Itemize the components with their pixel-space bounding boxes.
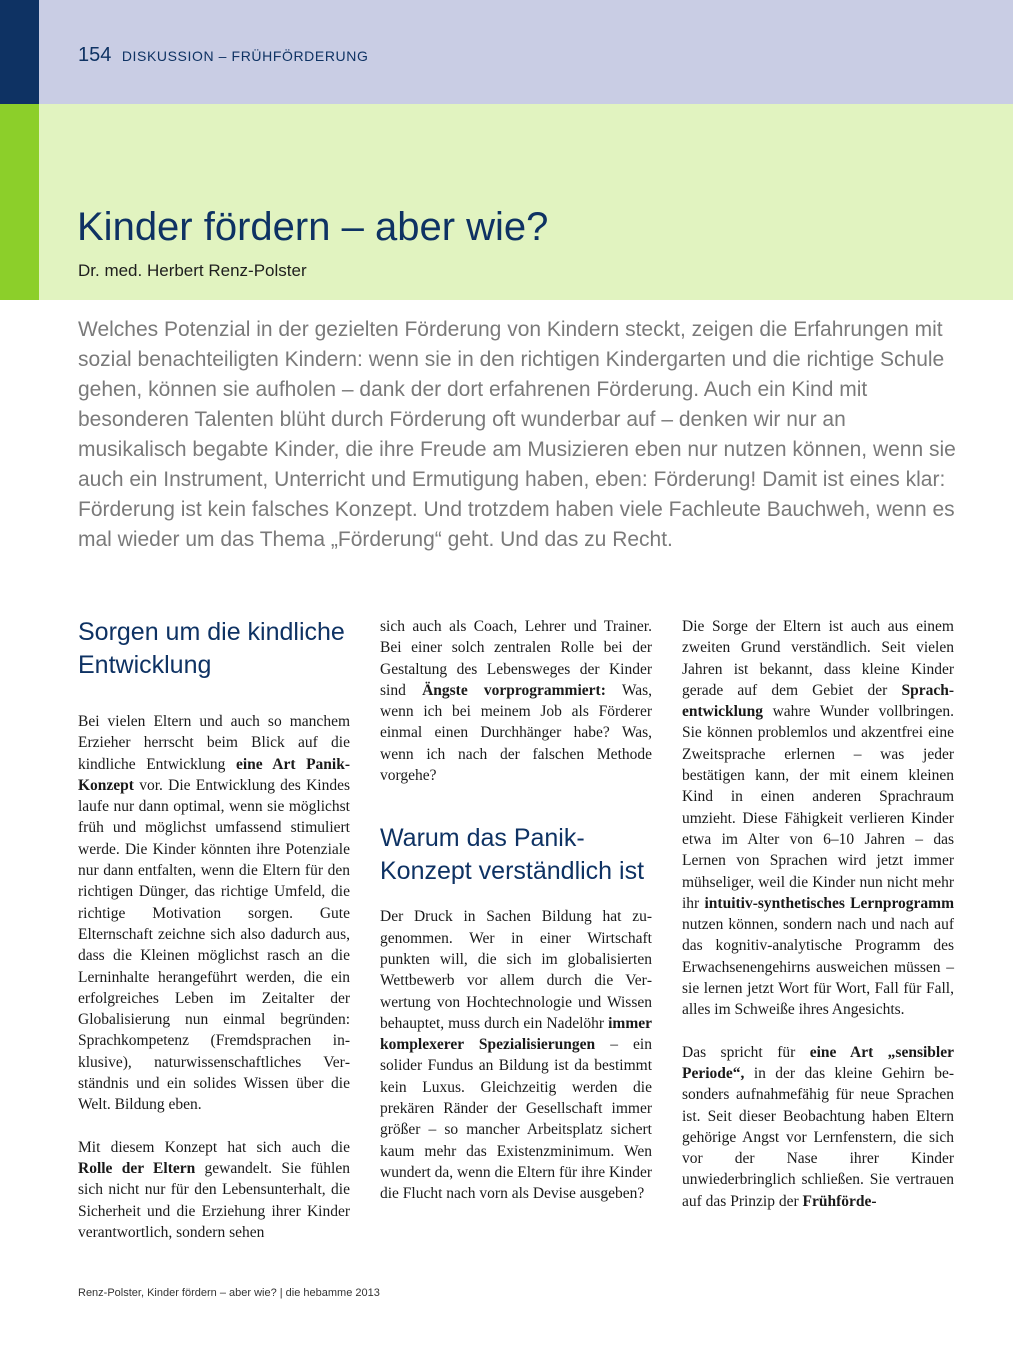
text-column-3	[682, 616, 954, 1212]
paragraph	[682, 1042, 954, 1212]
text-run: – ein solider Fundus an Bildung ist da bestimmt kein Luxus. Gleichzeitig werden die prekären Ränder der Gesellschaft immer größer – so mancher Arbeitsplatz sichert kaum mehr das Existenzminimum. Wen wundert da, wenn die Eltern für ihre Kinder die Flucht nach vorn als Devise ausgeben?	[380, 1036, 653, 1203]
title-accent-bar	[0, 104, 39, 300]
text-run: wahre Wunder vollbringen. Sie können problemlos und akzentfrei eine Zweitsprache erlernen – was jeder bestätigen kann, der mit einem kleinen Kind in einen anderen Sprachraum umzieht. Diese Fähigkeit verlieren Kinder etwa im Alter von 6–10 Jahren – das Lernen von Sprachen wird jetzt immer mühseliger, weil die Kinder nun nicht mehr ihr	[682, 703, 954, 912]
bold-term: Rolle der Eltern	[78, 1159, 196, 1177]
bold-term: Sprachentwicklung	[682, 681, 954, 721]
bold-term: immer komplexerer Spezialisierungen	[380, 1014, 652, 1054]
text-run: Bei vielen Eltern und auch so manchem Erzieher herrscht beim Blick auf die kindliche Entwicklung	[78, 713, 350, 773]
text-run: vor. Die Entwicklung des Kindes laufe nur dann optimal, wenn sie möglichst früh und möglichst umfassend stimuliert werde. Die Kinder könnten ihre Potenziale nur dann entfalten, wenn die Eltern für den richtigen Dünger, das richtige Umfeld, die richtige Motivation sorgen. Gute Elternschaft zeichne sich also dadurch aus, dass die Kleinen möglichst rasch an die Lerninhalte herangeführt werden, die ein erfolgreiches Leben im Zeitalter der Globalisierung nun einmal begründen: Sprachkompetenz (Fremdsprachen inklusive), naturwissenschaftliches Verständnis und ein solides Wissen über die Welt. Bildung eben.	[78, 776, 350, 1114]
article-title: Kinder fördern – aber wie?	[77, 205, 549, 249]
article-intro: Welches Potenzial in der gezielten Förderung von Kindern steckt, zeigen die Erfahrungen mit sozial benachteiligten Kindern: wenn sie in den richtigen Kindergarten und die richtige Schule gehen, können sie aufholen – dank der dort erfahrenen Förderung. Auch ein Kind mit besonderen Talenten blüht durch Förderung oft wunderbar auf – denken wir nur an musikalisch begabte Kinder, die ihre Freude am Musizieren eben nur nutzen können, wenn sie auch ein Instrument, Unterricht und Ermutigung haben, eben: Förderung! Damit ist eines klar: Förderung ist kein falsches Konzept. Und trotzdem haben viele Fachleute Bauchweh, wenn es mal wieder um das Thema „Förderung“ geht. Und das zu Recht.	[78, 318, 956, 551]
text-run: Mit diesem Konzept hat sich auch die	[78, 1138, 350, 1156]
article-author: Dr. med. Herbert Renz-Polster	[78, 261, 307, 280]
text-run: gewandelt. Sie fühlen sich nicht nur für den Lebensunterhalt, die Sicherheit und die Erziehung ihrer Kinder verantwortlich, sondern sehen	[78, 1159, 350, 1241]
bold-term: intuitiv-synthetisches Lernprogramm	[704, 894, 955, 912]
footer-citation: Renz-Polster, Kinder fördern – aber wie? | die hebamme 2013	[78, 1287, 380, 1299]
section-heading-panik-konzept: Warum das Panik-Konzept verständlich ist	[380, 824, 645, 886]
text-run: in der das kleine Gehirn besonders aufnahmefähig für neue Sprachen ist. Seit dieser Beobachtung haben Eltern gehörige Angst vor Lernfenstern, die sich vor der Nase ihrer Kinder unwiederbringlich schließen. Sie vertrauen auf das Prinzip der	[682, 1064, 954, 1210]
text-run: Der Druck in Sachen Bildung hat zugenommen. Wer in einer Wirtschaft punkten will, die sich im globalisierten Wettbewerb vor allem durch die Verwertung von Hochtechnologie und Wissen behauptet, muss durch ein Nadelöhr	[380, 908, 652, 1032]
bold-term: eine Art Panik-Konzept	[78, 755, 351, 794]
paragraph	[380, 906, 652, 1204]
header-accent-bar	[0, 0, 39, 104]
bold-term: eine Art „sensibler Periode“,	[682, 1043, 954, 1082]
section-heading-sorgen: Sorgen um die kindliche Entwicklung	[78, 618, 345, 679]
text-run: sich auch als Coach, Lehrer und Trainer. Bei einer solch zentralen Rolle bei der Gestaltung des Lebensweges der Kinder sind	[380, 618, 652, 699]
bold-term: Ängste vorprogrammiert:	[422, 681, 606, 699]
text-run: nutzen können, sondern nach und nach auf das kognitiv-analytische Programm des Erwachsenengehirns ausweichen müssen – sie lernen jetzt Wort für Wort, Fall für Fall, alles im Schweiße ihres Angesichts.	[682, 916, 954, 1019]
page-number: 154	[78, 44, 112, 66]
paragraph	[78, 711, 350, 1116]
section-label: DISKUSSION – FRÜHFÖRDERUNG	[121, 48, 369, 64]
text-run: Die Sorge der Eltern ist auch aus einem zweiten Grund verständlich. Seit vielen Jahren ist bekannt, dass kleine Kinder gerade auf dem Gebiet der	[682, 618, 954, 699]
text-run: Was, wenn ich bei meinem Job als Förderer einmal einen Durchhänger habe? Was, wenn ich nach der falschen Methode vorgehe?	[380, 681, 652, 785]
running-header	[78, 44, 368, 67]
bold-term: Frühförde-	[802, 1192, 877, 1210]
text-column-1	[78, 616, 350, 1243]
paragraph	[78, 1137, 350, 1243]
paragraph	[682, 616, 954, 1021]
text-run: Das spricht für	[682, 1043, 810, 1061]
text-column-2	[380, 616, 652, 1205]
paragraph	[380, 616, 652, 786]
